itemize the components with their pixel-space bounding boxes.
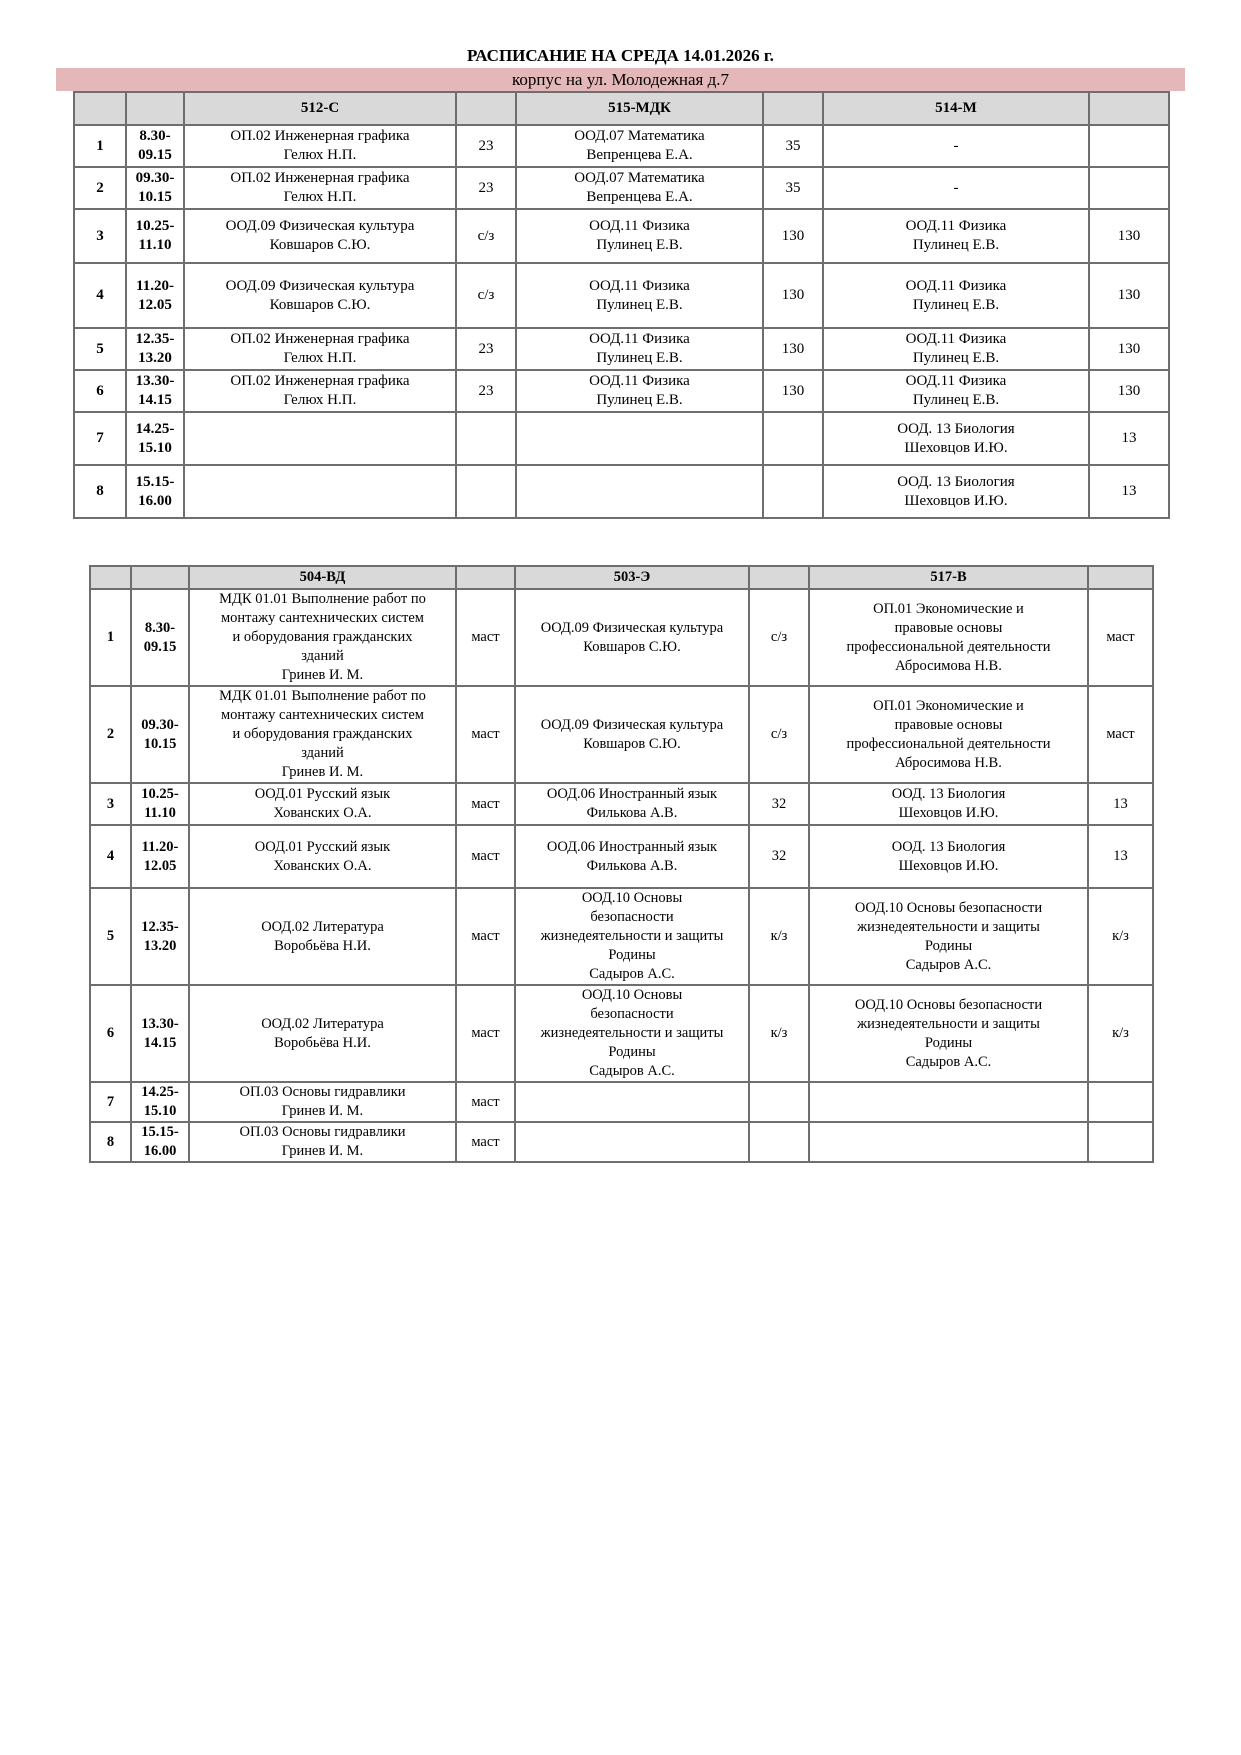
time-line: 09.15	[143, 638, 177, 655]
subject-line: зданий	[301, 648, 344, 664]
teacher-name: Гелюх Н.П.	[283, 189, 357, 205]
teacher-name: Абросимова Н.В.	[895, 754, 1002, 771]
subject-line: ОП.03 Основы гидравлики	[239, 1124, 406, 1140]
lesson-number: 1	[90, 589, 131, 686]
teacher-name: Воробьёва Н.И.	[274, 937, 371, 954]
subject-cell	[516, 167, 763, 209]
lesson-row	[90, 888, 1153, 985]
time-line: 12.35-	[135, 331, 175, 347]
teacher-name: Шеховцов И.Ю.	[904, 439, 1008, 456]
time-line: 10.15	[138, 189, 172, 205]
room-cell	[456, 412, 516, 465]
teacher-name: Гринев И. М.	[281, 764, 364, 780]
subject-cell	[823, 125, 1089, 167]
lesson-row	[74, 370, 1169, 412]
group-header: 515-МДК	[516, 92, 763, 125]
subject-line: ООД. 13 Биология	[891, 838, 1006, 855]
subject-line: ОП.01 Экономические и	[873, 697, 1024, 714]
room-cell: маст	[456, 1122, 515, 1162]
teacher-name: Пулинец Е.В.	[912, 350, 1000, 366]
subject-cell	[189, 686, 456, 783]
lesson-number: 3	[74, 209, 126, 263]
subject-line: ООД.07 Математика	[574, 128, 705, 144]
subject-line: жизнедеятельности и защиты	[857, 918, 1040, 935]
lesson-number: 6	[90, 985, 131, 1082]
subject-line: ООД.01 Русский язык	[254, 786, 391, 802]
room-cell: маст	[456, 888, 515, 985]
subject-cell	[516, 263, 763, 328]
subject-line: ОП.01 Экономические и	[873, 600, 1024, 617]
room-cell: к/з	[1088, 888, 1153, 985]
subject-cell	[184, 167, 456, 209]
time-line: 15.10	[138, 439, 172, 456]
lesson-row	[90, 985, 1153, 1082]
lesson-time	[126, 412, 184, 465]
time-line: 12.35-	[141, 918, 179, 935]
room-cell: 130	[1089, 370, 1169, 412]
teacher-name: Ковшаров С.Ю.	[583, 638, 681, 655]
teacher-name: Пулинец Е.В.	[912, 392, 1000, 408]
room-header-cell	[763, 92, 823, 125]
room-cell	[1088, 1082, 1153, 1122]
room-cell: к/з	[749, 888, 809, 985]
time-line: 12.05	[138, 296, 172, 313]
subject-cell	[809, 783, 1088, 825]
time-line: 09.30-	[135, 170, 175, 186]
subject-line: ООД. 13 Биология	[897, 420, 1015, 437]
lesson-time	[126, 263, 184, 328]
subject-line: ООД.06 Иностранный язык	[546, 838, 718, 855]
teacher-name: Ковшаров С.Ю.	[583, 735, 681, 752]
room-header-cell	[749, 566, 809, 589]
subject-cell	[516, 370, 763, 412]
time-line: 15.10	[143, 1103, 177, 1119]
room-cell: 35	[763, 167, 823, 209]
lesson-time	[131, 1122, 189, 1162]
room-cell: 23	[456, 328, 516, 370]
lesson-number: 8	[90, 1122, 131, 1162]
lesson-number: 5	[90, 888, 131, 985]
subject-line: безопасности	[590, 1006, 674, 1022]
subject-cell	[809, 888, 1088, 985]
time-line: 09.30-	[141, 716, 179, 733]
subject-cell	[189, 1122, 456, 1162]
subject-line: ООД.09 Физическая культура	[540, 619, 724, 636]
page-title: РАСПИСАНИЕ НА СРЕДА 14.01.2026 г.	[467, 46, 774, 65]
time-line: 14.25-	[135, 420, 175, 437]
subject-line: МДК 01.01 Выполнение работ по	[219, 591, 426, 607]
teacher-name: Садыров А.С.	[905, 1053, 992, 1070]
room-cell: 13	[1089, 412, 1169, 465]
room-cell: 23	[456, 125, 516, 167]
lesson-number: 7	[90, 1082, 131, 1122]
lesson-time	[126, 328, 184, 370]
subject-line: правовые основы	[894, 619, 1003, 636]
subject-cell	[823, 465, 1089, 518]
subject-cell	[189, 825, 456, 888]
room-cell: маст	[456, 1082, 515, 1122]
group-header: 517-В	[809, 566, 1088, 589]
time-line: 11.20-	[136, 277, 174, 294]
time-line: 12.05	[143, 857, 177, 874]
lesson-time	[126, 209, 184, 263]
subject-line: и оборудования гражданских	[232, 726, 413, 742]
teacher-name: Шеховцов И.Ю.	[898, 857, 999, 874]
room-cell: 13	[1088, 825, 1153, 888]
time-line: 11.10	[138, 237, 172, 253]
time-line: 10.25-	[135, 218, 175, 234]
subject-line: профессиональной деятельности	[846, 638, 1051, 655]
room-header-cell	[456, 566, 515, 589]
time-line: 8.30-	[139, 128, 171, 144]
room-cell: 130	[763, 370, 823, 412]
subject-line: ОП.02 Инженерная графика	[230, 128, 410, 144]
time-line: 16.00	[138, 492, 172, 509]
subject-line: жизнедеятельности и защиты	[540, 1025, 724, 1041]
group-header: 503-Э	[515, 566, 749, 589]
subject-line: ООД.10 Основы безопасности	[854, 899, 1043, 916]
subject-line: ООД.09 Физическая культура	[225, 218, 415, 234]
time-line: 11.10	[144, 805, 176, 821]
time-line: 14.25-	[141, 1084, 179, 1100]
room-cell	[763, 412, 823, 465]
room-cell	[456, 465, 516, 518]
lesson-row	[90, 686, 1153, 783]
subject-line: и оборудования гражданских	[232, 629, 413, 645]
room-cell: с/з	[456, 209, 516, 263]
lesson-number: 7	[74, 412, 126, 465]
subject-line: ООД.11 Физика	[589, 331, 690, 347]
lesson-time	[131, 783, 189, 825]
schedule-table-1	[73, 91, 1170, 519]
subject-line: жизнедеятельности и защиты	[857, 1015, 1040, 1032]
subject-line: профессиональной деятельности	[846, 735, 1051, 752]
lesson-row	[90, 589, 1153, 686]
room-cell: маст	[456, 985, 515, 1082]
teacher-name: Гелюх Н.П.	[283, 147, 357, 163]
lesson-time	[126, 465, 184, 518]
subject-cell	[809, 686, 1088, 783]
teacher-name: Гринев И. М.	[281, 1103, 364, 1119]
teacher-name: Вепренцева Е.А.	[586, 147, 693, 163]
subject-cell	[516, 125, 763, 167]
lesson-number: 1	[74, 125, 126, 167]
subject-line: Родины	[924, 1034, 973, 1051]
room-cell: 130	[1089, 209, 1169, 263]
subject-cell	[184, 125, 456, 167]
subject-line: ООД.10 Основы безопасности	[854, 996, 1043, 1013]
subject-line: Родины	[608, 1044, 656, 1060]
subject-cell	[809, 1082, 1088, 1122]
room-cell	[749, 1122, 809, 1162]
room-cell: 13	[1089, 465, 1169, 518]
room-cell: 23	[456, 167, 516, 209]
teacher-name: Пулинец Е.В.	[596, 237, 683, 253]
lesson-number: 4	[74, 263, 126, 328]
room-cell: 130	[763, 209, 823, 263]
subject-line: ОП.02 Инженерная графика	[230, 331, 410, 347]
subject-line: Родины	[924, 937, 973, 954]
subject-cell	[189, 589, 456, 686]
lesson-number: 4	[90, 825, 131, 888]
lesson-row	[74, 209, 1169, 263]
room-cell: с/з	[749, 686, 809, 783]
time-line: 13.30-	[135, 373, 175, 389]
teacher-name: Садыров А.С.	[905, 956, 992, 973]
room-cell: 32	[749, 783, 809, 825]
subject-cell	[515, 686, 749, 783]
subject-cell	[184, 370, 456, 412]
subject-cell	[823, 328, 1089, 370]
subject-line: ООД.11 Физика	[589, 218, 690, 234]
subject-line: ООД. 13 Биология	[891, 786, 1006, 802]
subject-cell	[189, 888, 456, 985]
lesson-time	[126, 125, 184, 167]
subject-line: ООД.06 Иностранный язык	[546, 786, 718, 802]
subject-cell	[189, 985, 456, 1082]
teacher-name: Пулинец Е.В.	[912, 296, 1000, 313]
room-cell	[749, 1082, 809, 1122]
subject-cell	[823, 209, 1089, 263]
subject-cell	[515, 825, 749, 888]
room-cell: 130	[1089, 263, 1169, 328]
teacher-name: Шеховцов И.Ю.	[898, 805, 999, 821]
time-line: 14.15	[138, 392, 172, 408]
lesson-time	[131, 1082, 189, 1122]
subject-cell	[809, 1122, 1088, 1162]
subject-cell	[189, 783, 456, 825]
subject-line: ООД.11 Физика	[905, 277, 1007, 294]
teacher-name: Абросимова Н.В.	[895, 657, 1002, 674]
subject-line: правовые основы	[894, 716, 1003, 733]
subject-line: ОП.02 Инженерная графика	[230, 373, 410, 389]
lesson-number: 8	[74, 465, 126, 518]
subject-cell	[516, 465, 763, 518]
time-line: 15.15-	[135, 473, 175, 490]
room-cell: 130	[763, 263, 823, 328]
subject-cell	[184, 465, 456, 518]
lesson-row	[74, 328, 1169, 370]
header-num-cell	[90, 566, 131, 589]
teacher-name: Филькова А.В.	[586, 805, 678, 821]
subject-line: Родины	[608, 947, 656, 963]
room-cell: 23	[456, 370, 516, 412]
teacher-name: Гелюх Н.П.	[283, 392, 357, 408]
subject-line: зданий	[301, 745, 344, 761]
teacher-name: Вепренцева Е.А.	[586, 189, 693, 205]
time-line: 16.00	[143, 1143, 177, 1159]
lesson-time	[131, 589, 189, 686]
room-header-cell	[1089, 92, 1169, 125]
subject-line: ООД.10 Основы	[581, 890, 683, 906]
group-header: 504-ВД	[189, 566, 456, 589]
lesson-time	[131, 686, 189, 783]
teacher-name: Гринев И. М.	[281, 667, 364, 683]
subject-line: ООД.09 Физическая культура	[540, 716, 724, 733]
teacher-name: Ковшаров С.Ю.	[269, 237, 371, 253]
room-cell	[763, 465, 823, 518]
room-cell: с/з	[749, 589, 809, 686]
teacher-name: Садыров А.С.	[589, 1063, 675, 1079]
time-line: 13.30-	[141, 1015, 179, 1032]
group-header: 512-С	[184, 92, 456, 125]
room-cell	[1089, 125, 1169, 167]
subject-cell	[809, 985, 1088, 1082]
subject-cell	[516, 328, 763, 370]
room-cell	[1088, 1122, 1153, 1162]
lesson-row	[74, 167, 1169, 209]
lesson-number: 3	[90, 783, 131, 825]
subject-line: ОП.03 Основы гидравлики	[239, 1084, 406, 1100]
subject-line: ООД.01 Русский язык	[254, 838, 391, 855]
subject-line: ООД.09 Физическая культура	[225, 277, 415, 294]
time-line: 13.20	[138, 350, 172, 366]
subject-cell	[184, 263, 456, 328]
lesson-number: 2	[74, 167, 126, 209]
teacher-name: Хованских О.А.	[273, 805, 372, 821]
teacher-name: Шеховцов И.Ю.	[904, 492, 1008, 509]
subject-line: ООД.07 Математика	[574, 170, 705, 186]
teacher-name: Пулинец Е.В.	[912, 237, 1000, 253]
room-cell: 130	[1089, 328, 1169, 370]
room-cell: маст	[456, 589, 515, 686]
subject-cell	[823, 167, 1089, 209]
subject-cell	[515, 589, 749, 686]
lesson-number: 5	[74, 328, 126, 370]
lesson-time	[131, 888, 189, 985]
teacher-name: Пулинец Е.В.	[596, 350, 683, 366]
lesson-row	[74, 263, 1169, 328]
building-banner: корпус на ул. Молодежная д.7	[56, 68, 1185, 91]
teacher-name: Ковшаров С.Ю.	[269, 296, 371, 313]
time-line: 14.15	[143, 1034, 177, 1051]
subject-cell	[823, 412, 1089, 465]
subject-cell	[184, 209, 456, 263]
subject-line: жизнедеятельности и защиты	[540, 928, 724, 944]
teacher-name: Гринев И. М.	[281, 1143, 364, 1159]
subject-line: ООД.11 Физика	[905, 218, 1007, 234]
header-row	[90, 566, 1153, 589]
schedule-table-2	[89, 565, 1154, 1163]
lesson-time	[131, 825, 189, 888]
time-line: 11.20-	[141, 838, 179, 855]
subject-line: ООД.11 Физика	[905, 331, 1007, 347]
subject-line: ООД.10 Основы	[581, 987, 683, 1003]
lesson-row	[74, 465, 1169, 518]
room-cell: с/з	[456, 263, 516, 328]
subject-cell	[184, 412, 456, 465]
subject-cell	[515, 783, 749, 825]
teacher-name: Гелюх Н.П.	[283, 350, 357, 366]
room-cell: 32	[749, 825, 809, 888]
teacher-name: Хованских О.А.	[273, 857, 372, 874]
room-cell: маст	[456, 783, 515, 825]
teacher-name: Пулинец Е.В.	[596, 392, 683, 408]
room-cell	[1089, 167, 1169, 209]
room-cell: маст	[1088, 686, 1153, 783]
header-row	[74, 92, 1169, 125]
lesson-row	[90, 783, 1153, 825]
subject-cell	[516, 209, 763, 263]
subject-line: -	[953, 179, 959, 196]
lesson-row	[90, 825, 1153, 888]
subject-cell	[515, 1122, 749, 1162]
room-cell: к/з	[749, 985, 809, 1082]
group-header: 514-М	[823, 92, 1089, 125]
subject-line: безопасности	[590, 909, 674, 925]
subject-line: монтажу сантехнических систем	[221, 610, 424, 626]
subject-cell	[809, 825, 1088, 888]
subject-cell	[184, 328, 456, 370]
subject-line: ООД.02 Литература	[261, 1015, 384, 1032]
time-line: 10.25-	[141, 786, 179, 802]
lesson-time	[131, 985, 189, 1082]
subject-cell	[809, 589, 1088, 686]
subject-cell	[515, 1082, 749, 1122]
subject-line: ООД.11 Физика	[589, 373, 690, 389]
time-line: 8.30-	[144, 619, 176, 636]
subject-line: монтажу сантехнических систем	[221, 707, 424, 723]
subject-cell	[823, 370, 1089, 412]
subject-line: ООД.02 Литература	[261, 918, 384, 935]
time-line: 10.15	[143, 735, 177, 752]
subject-line: ООД.11 Физика	[905, 373, 1007, 389]
room-cell: 130	[763, 328, 823, 370]
room-cell: 13	[1088, 783, 1153, 825]
subject-cell	[823, 263, 1089, 328]
teacher-name: Пулинец Е.В.	[596, 296, 683, 313]
header-time-cell	[131, 566, 189, 589]
lesson-row	[90, 1122, 1153, 1162]
lesson-time	[126, 167, 184, 209]
room-header-cell	[456, 92, 516, 125]
lesson-row	[74, 412, 1169, 465]
time-line: 13.20	[143, 937, 177, 954]
subject-line: ООД. 13 Биология	[897, 473, 1015, 490]
room-cell: к/з	[1088, 985, 1153, 1082]
lesson-time	[126, 370, 184, 412]
subject-line: ООД.11 Физика	[589, 277, 690, 294]
subject-line: -	[953, 137, 959, 154]
teacher-name: Воробьёва Н.И.	[274, 1034, 371, 1051]
lesson-row	[90, 1082, 1153, 1122]
subject-cell	[189, 1082, 456, 1122]
teacher-name: Садыров А.С.	[589, 966, 675, 982]
room-cell: маст	[456, 825, 515, 888]
time-line: 15.15-	[141, 1124, 179, 1140]
subject-cell	[515, 888, 749, 985]
time-line: 09.15	[138, 147, 172, 163]
subject-cell	[515, 985, 749, 1082]
subject-cell	[516, 412, 763, 465]
lesson-number: 2	[90, 686, 131, 783]
lesson-number: 6	[74, 370, 126, 412]
header-time-cell	[126, 92, 184, 125]
header-num-cell	[74, 92, 126, 125]
room-cell: маст	[1088, 589, 1153, 686]
room-header-cell	[1088, 566, 1153, 589]
subject-line: ОП.02 Инженерная графика	[230, 170, 410, 186]
teacher-name: Филькова А.В.	[586, 857, 678, 874]
room-cell: маст	[456, 686, 515, 783]
lesson-row	[74, 125, 1169, 167]
room-cell: 35	[763, 125, 823, 167]
subject-line: МДК 01.01 Выполнение работ по	[219, 688, 426, 704]
